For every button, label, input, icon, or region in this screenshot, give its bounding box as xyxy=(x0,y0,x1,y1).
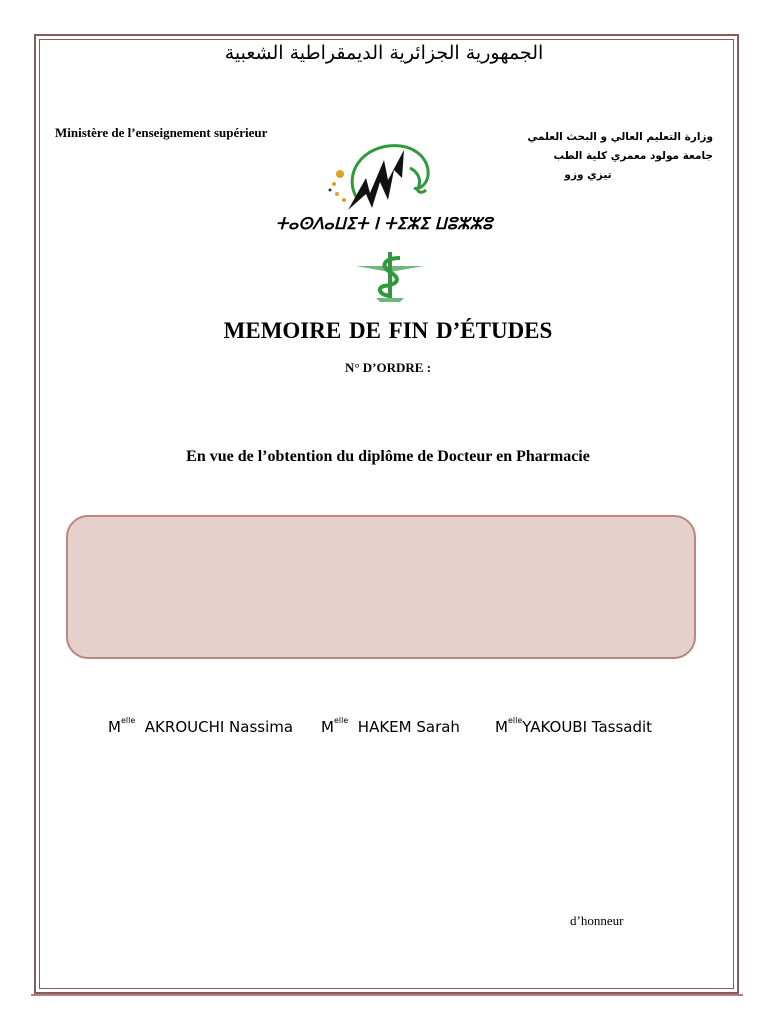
author-3-name: YAKOUBI Tassadit xyxy=(522,718,653,736)
university-logo xyxy=(318,138,438,218)
ministry-heading-french: Ministère de l’enseignement supérieur xyxy=(55,125,268,140)
page-border-shadow xyxy=(31,994,743,996)
author-2-name: HAKEM Sarah xyxy=(357,718,460,736)
ministry-arabic-line-1: وزارة التعليم العالي و البحث العلمي xyxy=(527,131,713,143)
honneur-text: d’honneur xyxy=(570,913,624,928)
author-3-prefix: M xyxy=(495,718,508,736)
diploma-subtitle: En vue de l’obtention du diplôme de Docteur en Pharmacie xyxy=(186,448,590,465)
ministry-heading-arabic xyxy=(463,128,713,185)
order-number-label: N° D’ORDRE : xyxy=(344,360,432,375)
author-2-prefix: M xyxy=(321,718,334,736)
author-3-sup: elle xyxy=(507,716,523,725)
author-1-sup: elle xyxy=(120,716,136,725)
document-title: MEMOIRE DE FIN D’ÉTUDES xyxy=(223,318,553,343)
ministry-arabic-line-2: جامعة مولود معمري كلية الطب xyxy=(553,150,713,162)
author-2 xyxy=(321,716,460,736)
author-1 xyxy=(108,716,293,736)
author-2-sup: elle xyxy=(333,716,349,725)
ministry-arabic-line-3: تيزي وزو xyxy=(564,169,612,181)
author-1-name: AKROUCHI Nassima xyxy=(144,718,294,736)
author-3 xyxy=(495,716,652,736)
author-1-prefix: M xyxy=(108,718,121,736)
tifinagh-heading: ⵜⴰⵙⴷⴰⵡⵉⵜ ⵏ ⵜⵉⵣⵉ ⵡⵓⵣⵣⵓ xyxy=(275,214,493,233)
pharmacy-caduceus-icon xyxy=(354,250,426,304)
thesis-title-box xyxy=(66,515,696,659)
republic-heading-arabic: الجمهورية الجزائرية الديمقراطية الشعبية xyxy=(224,42,544,64)
